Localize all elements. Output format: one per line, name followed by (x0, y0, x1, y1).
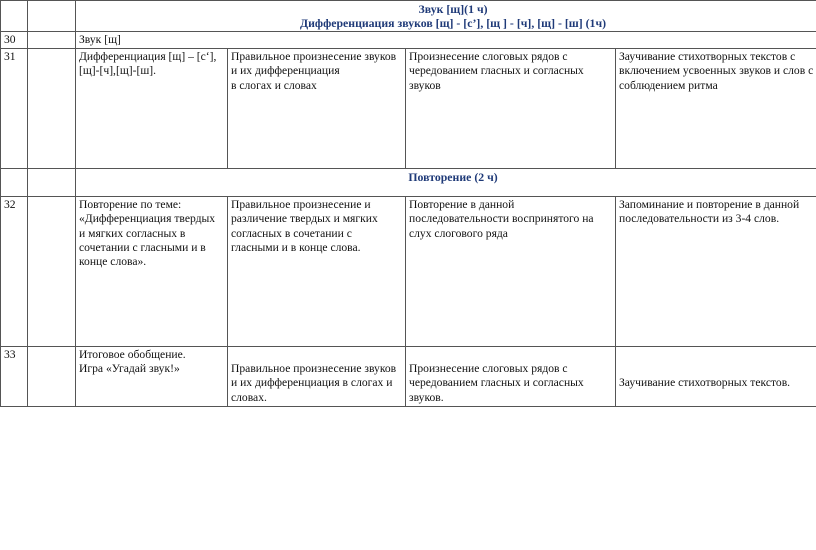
row-topic: Звук [щ] (76, 32, 816, 49)
row-syllables: Произнесение слоговых рядов с чередованием гласных и согласных звуков. (409, 362, 584, 404)
row-memorization-cell (616, 347, 816, 407)
row-pronunciation: Правильное произнесение звуков и их дифференциация в слогах и словах (228, 49, 406, 169)
table-row (1, 347, 816, 407)
row-syllables: Произнесение слоговых рядов с чередованием гласных и согласных звуков (406, 49, 616, 169)
cell-empty (28, 1, 76, 32)
section-row-sound (1, 1, 816, 32)
table-row (1, 32, 816, 49)
row-pronunciation: Правильное произнесение и различение твердых и мягких согласных в сочетании с гласными и в конце слова. (228, 197, 406, 347)
row-pronunciation: Правильное произнесение звуков и их дифференциация в слогах и словах. (231, 362, 397, 404)
cell-empty (1, 1, 28, 32)
section-title: Повторение (2 ч) (408, 170, 498, 185)
row-number: 31 (1, 49, 28, 169)
cell-empty (28, 197, 76, 347)
row-memorization: Заучивание стихотворных текстов с включением усвоенных звуков и слов с соблюдением ритма (616, 49, 816, 169)
section-subtitle: Дифференциация звуков [щ] - [с’], [щ ] - [ч], [щ] - [ш] (1ч) (300, 16, 607, 30)
cell-empty (28, 169, 76, 197)
table-row (1, 197, 816, 347)
section-header (76, 169, 816, 197)
row-pronunciation-cell (228, 347, 406, 407)
section-header (76, 1, 816, 32)
row-syllables-cell (406, 347, 616, 407)
cell-empty (28, 49, 76, 169)
row-number: 30 (1, 32, 28, 49)
row-memorization: Запоминание и повторение в данной последовательности из 3-4 слов. (616, 197, 816, 347)
section-row-repetition (1, 169, 816, 197)
row-topic: Итоговое обобщение. Игра «Угадай звук!» (76, 347, 228, 407)
row-syllables: Повторение в данной последовательности воспринятого на слух слогового ряда (406, 197, 616, 347)
table-row (1, 49, 816, 169)
row-topic: Повторение по теме: «Дифференциация твердых и мягких согласных в сочетании с гласными и в конце слова». (76, 197, 228, 347)
row-number: 33 (1, 347, 28, 407)
cell-empty (28, 32, 76, 49)
row-memorization: Заучивание стихотворных текстов. (619, 376, 791, 390)
row-number: 32 (1, 197, 28, 347)
row-topic: Дифференциация [щ] – [с‘],[щ]-[ч],[щ]-[ш]. (76, 49, 228, 169)
cell-empty (28, 347, 76, 407)
section-title: Звук [щ](1 ч) (418, 2, 488, 16)
cell-empty (1, 169, 28, 197)
